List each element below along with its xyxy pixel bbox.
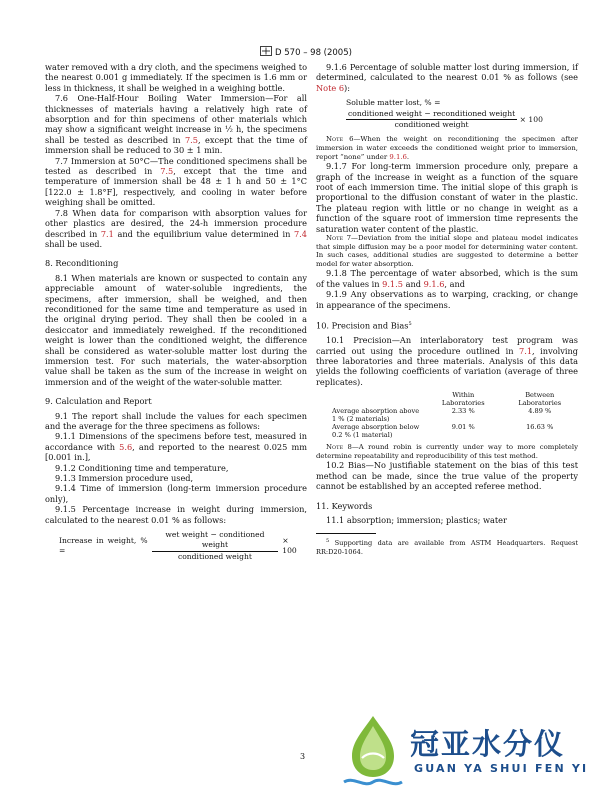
paragraph-7-6: 7.6 One-Half-Hour Boiling Water Immersion—For all thicknesses of materials having a relatively high rate of absorption and for thin specimens of other materials which may show a significant weight increase in ½ h, the specimens shall be tested as described in 7.5, except that the time of immersion shall be reduced to 30 ± 1 min. [45,93,307,156]
section-heading-8: 8. Reconditioning [45,258,119,269]
column-header: Between Laboratories [518,391,562,408]
astm-logo-icon [260,46,272,56]
xref-link[interactable]: 5.6 [119,441,133,452]
watermark-chinese-text: 冠亚水分仪 [410,727,566,761]
note-7: Note 7—Deviation from the initial slope and plateau model indicates that simple diffusion may be a poor model for determining water content. In such cases, additional studies are suggested to determine a better model for water absorption. [316,234,578,268]
formula-soluble-matter-lost: Soluble matter lost, % = $\frac{\text{conditioned weight − reconditioned weight}}{\text{conditioned weight}}$ × 100 [346,98,543,130]
xref-link[interactable]: 9.1.6 [389,152,407,161]
footnote-divider [316,533,376,534]
right-column [316,62,578,556]
left-column [45,62,307,567]
paragraph-9-1-7: 9.1.7 For long-term immersion procedure only, prepare a graph of the increase in weight as a function of the square root of each immersion time. The initial slope of this graph is proportional to the diffusion constant of water in the plastic. The plateau region with little or no change in weight as a function of the square root of immersion time represents the saturation water content of the plastic. [316,161,578,234]
paragraph-10-2: 10.2 Bias—No justifiable statement on the bias of this test method can be made, since the true value of the property cannot be established by an accepted referee method. [316,460,578,492]
precision-table [328,391,578,439]
xref-link[interactable]: 7.1 [519,345,533,356]
table-row: Average absorption below 0.2 % (1 material) 9.01 % 16.63 % [332,423,554,440]
column-header: Within Laboratories [441,391,485,408]
xref-link[interactable]: 9.1.5 [382,278,403,289]
paragraph-11-1: 11.1 absorption; immersion; plastics; water [326,515,507,526]
paragraph-9-1-5: 9.1.5 Percentage increase in weight during immersion, calculated to the nearest 0.01 % as follows: [45,504,307,525]
xref-link[interactable]: 7.4 [293,228,307,239]
paragraph-9-1-8: 9.1.8 The percentage of water absorbed, which is the sum of the values in 9.1.5 and 9.1.6, and [316,268,578,289]
footnote-5: $^5$ Supporting data are available from ASTM Headquarters. Request RR:D20-1064. [316,538,578,557]
xref-link[interactable]: 9.1.6 [423,278,445,289]
paragraph-9-1-6: 9.1.6 Percentage of soluble matter lost during immersion, if determined, calculated to the nearest 0.01 % as follows (see Note 6): [316,62,578,93]
paragraph-7-8: 7.8 When data for comparison with absorption values for other plastics are desired, the 24-h immersion procedure described in 7.1 and the equilibrium value determined in 7.4 shall be used. [45,207,307,249]
xref-link[interactable]: 7.5 [184,134,198,145]
page-header [0,46,612,58]
paragraph-7-7: 7.7 Immersion at 50°C—The conditioned specimens shall be tested as described in 7.5, except that the time and temperature of immersion shall be 48 ± 1 h and 50 ± 1°C [122.0 ± 1.8°F], respectively, and cooling in water before weighing shall be omitted. [45,155,307,208]
xref-link[interactable]: Note 6 [316,82,345,93]
water-drop-logo-icon [340,712,406,790]
table-header-row [328,391,578,407]
watermark-pinyin-text: GUAN YA SHUI FEN YI [414,762,589,775]
formula-increase-in-weight: Increase in weight, % = $\frac{\text{wet weight − conditioned weight}}{\text{conditioned weight}}$ × 100 [59,530,297,561]
paragraph-7-5-cont: water removed with a dry cloth, and the specimens weighed to the nearest 0.001 g immediately. If the specimen is 1.6 mm or less in thickness, it shall be weighed in a weighing bottle. [45,62,307,93]
xref-link[interactable]: 7.5 [160,166,174,177]
note-8: Note 8—A round robin is currently under way to more completely determine repeatability and reproducibility of this test method. [316,443,578,460]
section-heading-9: 9. Calculation and Report [45,396,152,407]
paragraph-9-1-3: 9.1.3 Immersion procedure used, [55,473,194,484]
paragraph-8-1: 8.1 When materials are known or suspected to contain any appreciable amount of water-soluble ingredients, the specimens, after immersion, shall be weighed, and then reconditioned for the same time and temperature as used in the original drying period. They shall then be cooled in a desiccator and immediately reweighed. If the reconditioned weight is lower than the conditioned weight, the difference shall be considered as water-soluble matter lost during the immersion test. For such materials, the water-absorption value shall be taken as the sum of the increase in weight on immersion and of the weight of the water-soluble matter. [45,272,307,387]
xref-link[interactable]: 7.1 [100,228,114,239]
paragraph-9-1-9: 9.1.9 Any observations as to warping, cracking, or change in appearance of the specimens. [316,289,578,310]
table-row: Average absorption above 1 % (2 materials) 2.33 % 4.89 % [332,407,552,424]
designation: D 570 – 98 (2005) [275,48,352,58]
section-heading-10: 10. Precision and Bias$^5$ [316,320,412,331]
paragraph-9-1-2: 9.1.2 Conditioning time and temperature, [55,462,229,473]
page-number: 3 [300,752,306,761]
paragraph-9-1-1: 9.1.1 Dimensions of the specimens before test, measured in accordance with 5.6, and reported to the nearest 0.025 mm [0.001 in.], [45,431,307,463]
section-heading-11: 11. Keywords [316,500,373,511]
watermark [340,712,610,790]
paragraph-9-1-4: 9.1.4 Time of immersion (long-term immersion procedure only), [45,483,307,504]
paragraph-9-1: 9.1 The report shall include the values for each specimen and the average for the three specimens as follows: [45,410,307,431]
note-6: Note 6—When the weight on reconditioning the specimen after immersion in water exceeds the conditioned weight prior to immersion, report “none” under 9.1.6. [316,135,578,161]
paragraph-10-1: 10.1 Precision—An interlaboratory test program was carried out using the procedure outlined in 7.1, involving three laboratories and three materials. Analysis of this data yields the following coefficients of variation (average of three replicates). [316,335,579,387]
